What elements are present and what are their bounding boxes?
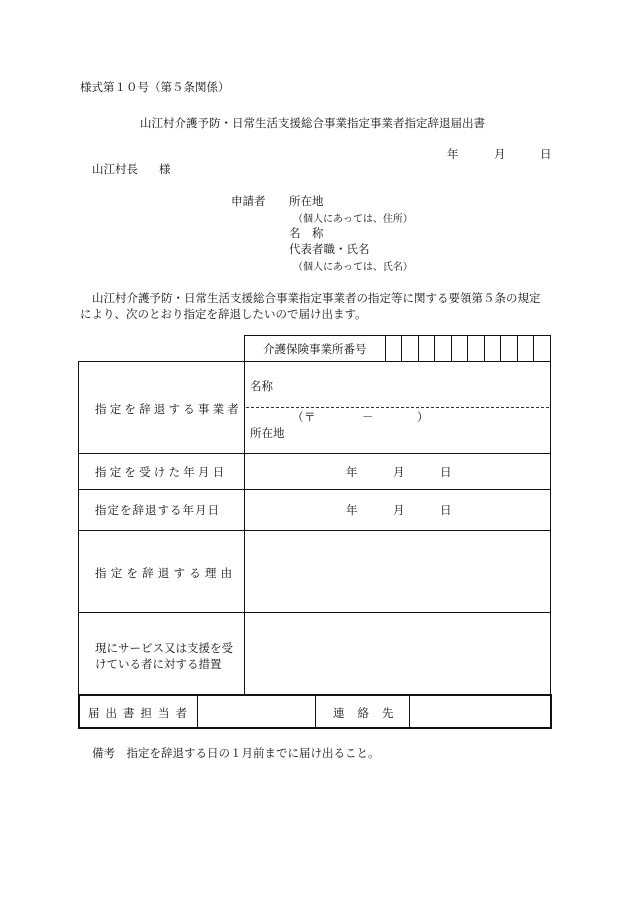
date-year-label: 年 <box>447 147 459 161</box>
date-day-label: 日 <box>540 147 552 161</box>
table-line <box>78 612 551 613</box>
digit-box-divider <box>451 335 452 361</box>
digit-box-divider <box>484 335 485 361</box>
table-line <box>78 361 551 362</box>
digit-box-divider <box>500 335 501 361</box>
withdraw-month: 月 <box>393 503 405 517</box>
table-line <box>78 694 80 728</box>
business-label: 指定を辞退する事業者 <box>95 402 242 416</box>
digit-box-divider <box>467 335 468 361</box>
received-date-label: 指定を受けた年月日 <box>95 465 228 479</box>
digit-box-divider <box>401 335 402 361</box>
table-line <box>315 694 316 728</box>
form-number: 様式第１０号（第５条関係） <box>80 80 230 94</box>
table-line <box>197 694 198 728</box>
date-month-label: 月 <box>494 147 506 161</box>
applicant-rep-note: （個人にあっては、氏名） <box>293 262 413 273</box>
table-line <box>409 694 410 728</box>
addressee-honorific: 様 <box>159 162 171 176</box>
addressee-name: 山江村長 <box>92 162 138 176</box>
table-line <box>78 361 79 695</box>
digit-box-divider <box>533 335 534 361</box>
digit-box-divider <box>418 335 419 361</box>
postal-mark: 〒 <box>304 410 316 424</box>
applicant-address-label: 所在地 <box>289 194 324 208</box>
insurer-number-label: 介護保険事業所番号 <box>263 342 367 356</box>
withdraw-day: 日 <box>440 503 452 517</box>
business-address-label: 所在地 <box>250 426 285 440</box>
table-line <box>550 694 552 728</box>
received-day: 日 <box>440 465 452 479</box>
digit-box-divider <box>434 335 435 361</box>
table-line <box>550 335 551 728</box>
body-text-line1: 山江村介護予防・日常生活支援総合事業指定事業者の指定等に関する要領第５条の規定 <box>92 291 541 305</box>
withdraw-date-label: 指定を辞退する年月日 <box>95 503 220 517</box>
applicant-address-note: （個人にあっては、住所） <box>293 214 413 225</box>
postal-dash: － <box>362 410 374 424</box>
postal-open: （ <box>292 410 304 424</box>
measures-label-line2: けている者に対する措置 <box>95 657 222 671</box>
table-line <box>78 530 551 531</box>
dashed-separator <box>246 407 549 408</box>
reason-label: 指定を辞退する理由 <box>95 566 237 580</box>
table-line <box>78 489 551 490</box>
staff-label: 届出書担当者 <box>88 706 193 720</box>
received-month: 月 <box>393 465 405 479</box>
table-line <box>244 335 245 695</box>
contact-label: 連絡先 <box>333 706 407 720</box>
table-line <box>244 335 551 336</box>
note-text: 備考 指定を辞退する日の１月前までに届け出ること。 <box>92 746 380 760</box>
table-line <box>78 453 551 454</box>
applicant-rep-label: 代表者職・氏名 <box>289 242 370 256</box>
measures-label-line1: 現にサービス又は支援を受 <box>95 641 233 655</box>
applicant-label: 申請者 <box>231 194 266 208</box>
business-name-label: 名称 <box>250 379 273 393</box>
digit-box-divider <box>517 335 518 361</box>
document-title: 山江村介護予防・日常生活支援総合事業指定事業者指定辞退届出書 <box>140 116 485 130</box>
received-year: 年 <box>346 465 358 479</box>
digit-box-divider <box>385 335 386 361</box>
postal-close: ） <box>417 410 429 424</box>
applicant-name-label: 名 称 <box>289 226 324 240</box>
withdraw-year: 年 <box>346 503 358 517</box>
body-text-line2: により、次のとおり指定を辞退したいので届け出ます。 <box>80 307 367 321</box>
